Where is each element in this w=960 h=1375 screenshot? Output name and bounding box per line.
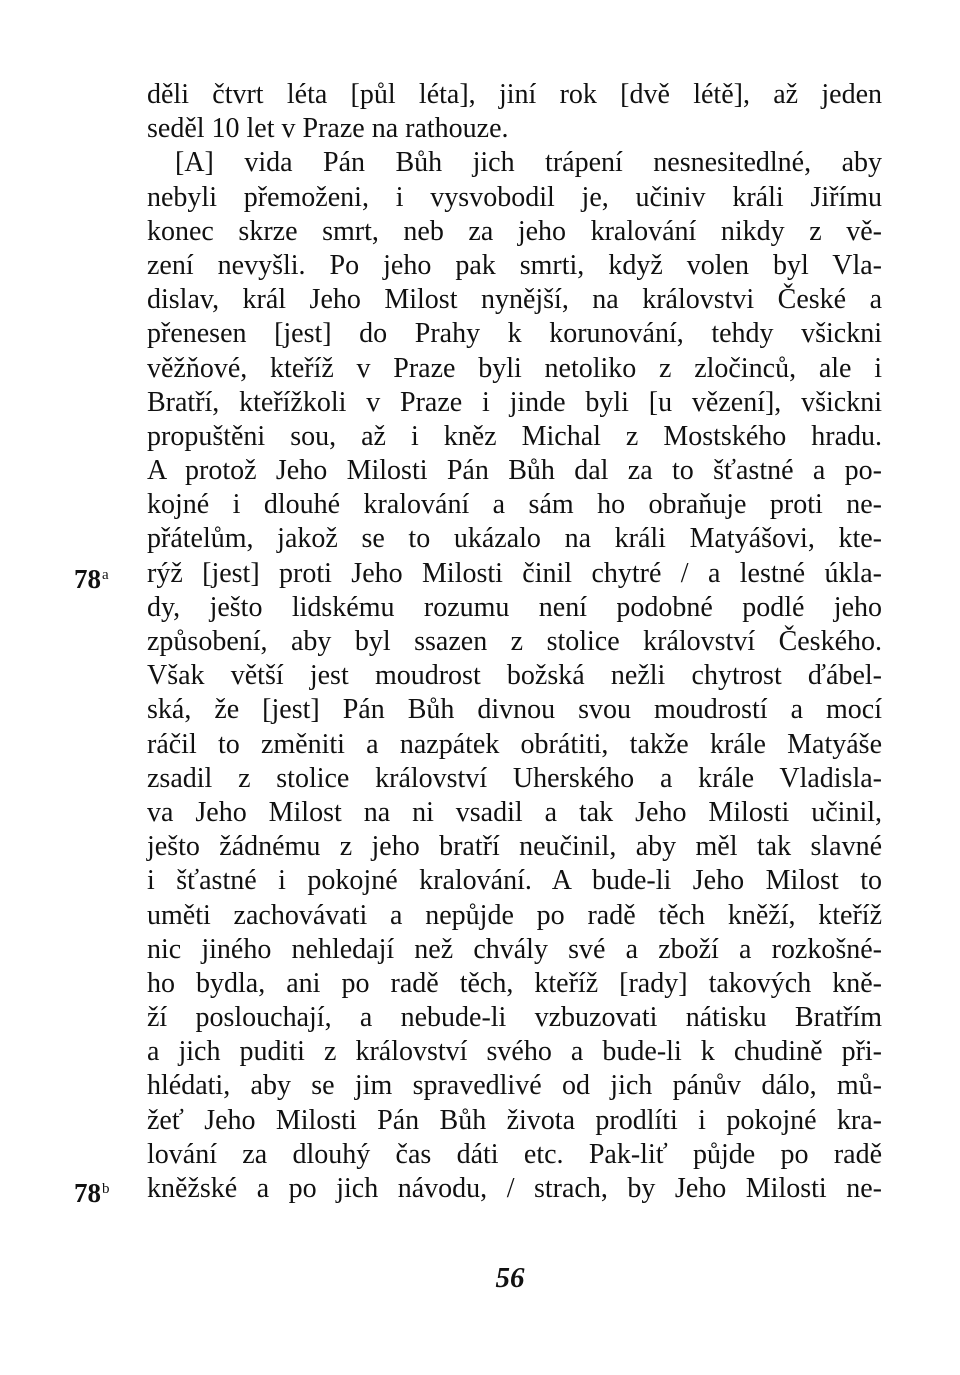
text-line: přenesen [jest] do Prahy k korunování, tehdy všickni bbox=[147, 318, 882, 350]
text-line: dislav, král Jeho Milost nynější, na královstvi České a bbox=[147, 284, 882, 316]
text-line: žeť Jeho Milosti Pán Bůh života prodlíti i pokojné kra- bbox=[147, 1104, 882, 1136]
text-line: ráčil to změniti a nazpátek obrátiti, takže krále Matyáše bbox=[147, 728, 882, 760]
text-line: rýž [jest] proti Jeho Milosti činil chytré / a lestné úkla- bbox=[147, 557, 882, 589]
margin-folio-suffix: a bbox=[102, 567, 109, 583]
margin-folio-note bbox=[74, 1172, 110, 1210]
text-line: přátelům, jakož se to ukázalo na králi Matyášovi, kte- bbox=[147, 523, 882, 555]
text-line: kojné i dlouhé kralování a sám ho obraňuje proti ne- bbox=[147, 489, 882, 521]
margin-folio-number: 78 bbox=[74, 564, 101, 594]
text-line: ží poslouchají, a nebude-li vzbuzovati nátisku Bratřím bbox=[147, 1002, 882, 1034]
margin-folio-number: 78 bbox=[74, 1178, 101, 1208]
text-line: kněžské a po jich návodu, / strach, by Jeho Milosti ne- bbox=[147, 1173, 882, 1204]
text-line: zsadil z stolice království Uherského a krále Vladisla- bbox=[147, 762, 882, 794]
text-line: ská, že [jest] Pán Bůh divnou svou moudrostí a mocí bbox=[147, 694, 882, 726]
text-line: uměti zachovávati a nepůjde po radě těch kněží, kteříž bbox=[147, 899, 882, 931]
text-line: Bratří, kteřížkoli v Praze i jinde byli [u vězení], všickni bbox=[147, 386, 882, 418]
text-line: ješto žádnému z jeho bratří neučinil, aby měl tak slavné bbox=[147, 831, 882, 863]
body-text bbox=[147, 78, 882, 1206]
page-number: 56 bbox=[495, 1262, 525, 1294]
text-line: va Jeho Milost na ni vsadil a tak Jeho Milosti učinil, bbox=[147, 796, 882, 828]
text-line: zení nevyšli. Po jeho pak smrti, když volen byl Vla- bbox=[147, 249, 882, 281]
text-line: ho bydla, ani po radě těch, kteříž [rady] takových kně- bbox=[147, 967, 882, 999]
text-line: seděl 10 let v Praze na rathouze. bbox=[147, 113, 509, 145]
text-line: propuštěni sou, až i kněz Michal z Mostského hradu. bbox=[147, 420, 882, 452]
margin-folio-note bbox=[74, 558, 109, 596]
text-line: nic jiného nehledají než chvály své a zboží a rozkošné- bbox=[147, 933, 882, 965]
text-line: A protož Jeho Milosti Pán Bůh dal za to šťastné a po- bbox=[147, 455, 882, 487]
text-line: i šťastné i pokojné kralování. A bude-li Jeho Milost to bbox=[147, 865, 882, 897]
margin-folio-suffix: b bbox=[102, 1181, 110, 1197]
text-line: hlédati, aby se jim spravedlivé od jich pánův dálo, mů- bbox=[147, 1070, 882, 1102]
text-line: věžňové, kteříž v Praze byli netoliko z zločinců, ale i bbox=[147, 352, 882, 384]
text-line: dy, ješto lidskému rozumu není podobné podlé jeho bbox=[147, 591, 882, 623]
text-line: nebyli přemoženi, i vysvobodil je, učiniv králi Jiřímu bbox=[147, 181, 882, 213]
text-line: [A] vida Pán Bůh jich trápení nesnesitedlné, aby bbox=[175, 147, 882, 179]
text-line: a jich puditi z království svého a bude-li k chudině při- bbox=[147, 1036, 882, 1068]
text-line: konec skrze smrt, neb za jeho kralování nikdy z vě- bbox=[147, 215, 882, 247]
text-line: děli čtvrt léta [půl léta], jiní rok [dvě létě], až jeden bbox=[147, 79, 882, 110]
text-line: lování za dlouhý čas dáti etc. Pak-liť půjde po radě bbox=[147, 1138, 882, 1170]
text-line: způsobení, aby byl ssazen z stolice království Českého. bbox=[147, 626, 882, 657]
text-line: Však větší jest moudrost božská nežli chytrost ďábel- bbox=[147, 660, 882, 692]
